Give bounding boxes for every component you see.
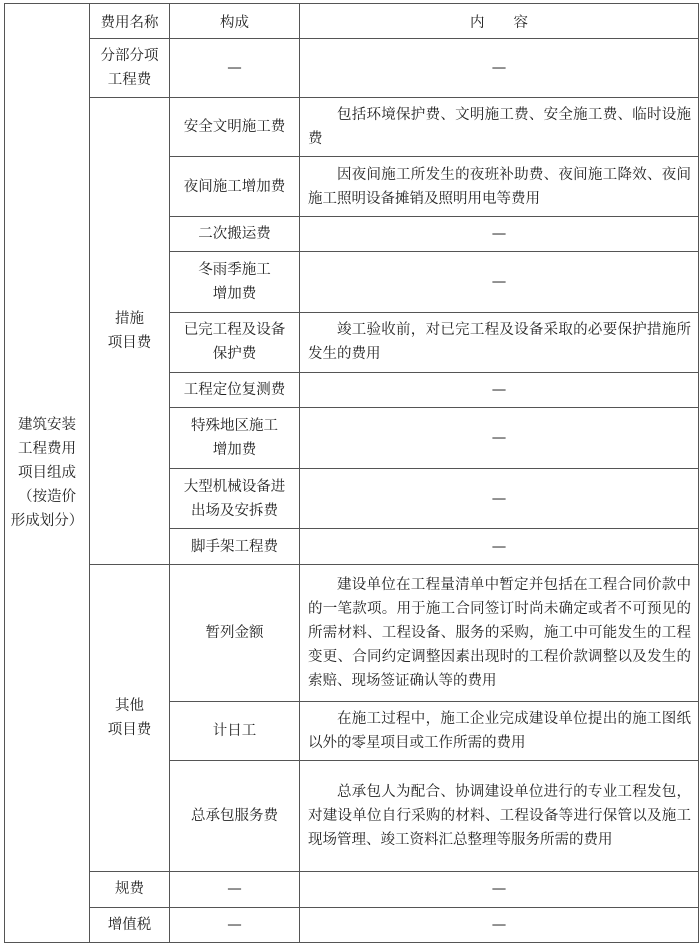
header-row	[5, 4, 699, 39]
table-row	[5, 39, 699, 97]
content-cell: —	[300, 373, 699, 408]
content-cell	[300, 761, 699, 872]
composition-line: 出场及安拆费	[191, 502, 278, 519]
content-cell: —	[300, 872, 699, 907]
root-line: 项目组成	[18, 465, 76, 481]
cost-name-cell: 规费	[90, 872, 170, 907]
composition-line: 特殊地区施工	[191, 418, 278, 435]
content-text: 包括环境保护费、文明施工费、安全施工费、临时设施费	[308, 107, 691, 148]
composition-line: 安全文明施工费	[183, 119, 286, 136]
cost-name-line: 项目费	[107, 721, 152, 738]
root-line: 工程费用	[18, 441, 76, 457]
content-cell: —	[300, 252, 699, 313]
content-cell	[300, 701, 699, 761]
cost-name-line: 其他	[115, 697, 144, 714]
cost-name-cell	[90, 39, 170, 97]
content-cell: —	[300, 408, 699, 469]
composition-line: 保护费	[212, 346, 257, 363]
content-cell: —	[300, 468, 699, 529]
composition-cell	[170, 408, 300, 469]
composition-cell	[170, 564, 300, 701]
content-text: 在施工过程中，施工企业完成建设单位提出的施工图纸以外的零星项目或工作所需的费用	[308, 711, 691, 752]
content-cell	[300, 312, 699, 373]
header-content: 内 容	[300, 4, 699, 39]
composition-line: 计日工	[212, 723, 257, 740]
composition-line: 冬雨季施工	[198, 261, 271, 278]
content-cell	[300, 97, 699, 157]
composition-line: 已完工程及设备	[183, 322, 286, 339]
composition-line: 脚手架工程费	[191, 538, 278, 555]
content-cell: —	[300, 216, 699, 251]
cost-name-line: 项目费	[107, 334, 152, 351]
table-row	[5, 564, 699, 701]
root-line: 建筑安装	[18, 417, 76, 433]
content-cell	[300, 157, 699, 217]
composition-cell	[170, 373, 300, 408]
composition-line: 大型机械设备进	[183, 478, 286, 495]
content-text: 总承包人为配合、协调建设单位进行的专业工程发包，对建设单位自行采购的材料、工程设备等进行保管以及施工现场管理、竣工资料汇总整理等服务所需的费用	[308, 784, 691, 849]
composition-line: 总承包服务费	[191, 808, 278, 825]
composition-cell	[170, 529, 300, 564]
cost-name-line: 分部分项	[100, 48, 159, 65]
composition-cell	[170, 468, 300, 529]
root-category-cell	[5, 4, 90, 943]
header-name: 费用名称	[90, 4, 170, 39]
content-cell: —	[300, 529, 699, 564]
root-line: 形成划分）	[10, 513, 84, 529]
cost-name-cell	[90, 564, 170, 872]
table-row	[5, 97, 699, 157]
content-cell	[300, 564, 699, 701]
table-row	[5, 872, 699, 907]
composition-cell	[170, 216, 300, 251]
content-cell: —	[300, 39, 699, 97]
composition-line: 工程定位复测费	[183, 382, 286, 399]
table-row	[5, 907, 699, 942]
composition-cell	[170, 701, 300, 761]
composition-line: 暂列金额	[205, 624, 264, 641]
content-text: 竣工验收前，对已完工程及设备采取的必要保护措施所发生的费用	[308, 322, 691, 363]
root-line: （按造价	[18, 489, 76, 505]
cost-name-line: 工程费	[107, 72, 152, 89]
cost-composition-table	[4, 3, 699, 943]
composition-line: 夜间施工增加费	[183, 178, 286, 195]
content-cell: —	[300, 907, 699, 942]
content-text: 建设单位在工程量清单中暂定并包括在工程合同价款中的一笔款项。用于施工合同签订时尚未确定或者不可预见的所需材料、工程设备、服务的采购，施工中可能发生的工程变更、合同约定调整因素出现时的工程价款调整以及发生的索赔、现场签证确认等的费用	[308, 576, 691, 689]
composition-line: 增加费	[212, 285, 257, 302]
cost-name-line: 措施	[115, 310, 144, 327]
composition-cell	[170, 157, 300, 217]
composition-cell	[170, 252, 300, 313]
composition-cell: —	[170, 907, 300, 942]
composition-cell: —	[170, 39, 300, 97]
cost-name-cell: 增值税	[90, 907, 170, 942]
content-text: 因夜间施工所发生的夜班补助费、夜间施工降效、夜间施工照明设备摊销及照明用电等费用	[308, 166, 691, 207]
composition-line: 二次搬运费	[198, 225, 271, 242]
composition-cell	[170, 97, 300, 157]
composition-cell	[170, 312, 300, 373]
cost-name-cell	[90, 97, 170, 564]
composition-line: 增加费	[212, 442, 257, 459]
composition-cell	[170, 761, 300, 872]
composition-cell: —	[170, 872, 300, 907]
header-composition: 构成	[170, 4, 300, 39]
